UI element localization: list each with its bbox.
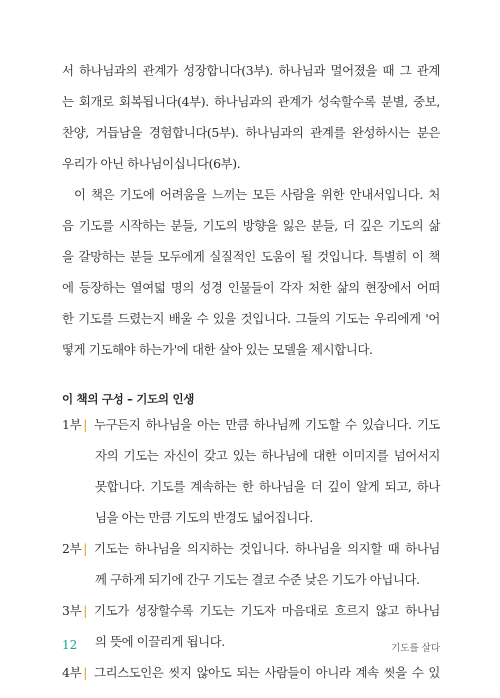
text-line: 못합니다. 기도를 계속하는 한 하나님을 더 깊이 알게 되고, 하나: [95, 479, 440, 494]
text-line: 는 회개로 회복됩니다(4부). 하나님과의 관계가 성숙할수록 분별, 중보,: [62, 94, 440, 109]
part-number: 3부: [62, 603, 82, 618]
text-line: 누구든지 하나님을 아는 만큼 하나님께 기도할 수 있습니다. 기도: [94, 417, 440, 432]
text-line: 떻게 기도해야 하는가'에 대한 살아 있는 모델을 제시합니다.: [62, 342, 373, 357]
part-number: 2부: [62, 541, 82, 556]
text-line: 자의 기도는 자신이 갖고 있는 하나님에 대한 이미지를 넘어서지: [95, 448, 440, 463]
divider-bar-icon: |: [83, 604, 88, 618]
text-line: 의 뜻에 이끌리게 됩니다.: [95, 634, 225, 649]
text-line: 기도는 하나님을 의지하는 것입니다. 하나님을 의지할 때 하나님: [94, 541, 440, 556]
text-line: 음 기도를 시작하는 분들, 기도의 방향을 잃은 분들, 더 깊은 기도의 삶: [62, 218, 440, 233]
text-line: 그리스도인은 씻지 않아도 되는 사람들이 아니라 계속 씻을 수 있: [94, 665, 440, 680]
part-label: [62, 541, 90, 557]
text-line: 서 하나님과의 관계가 성장합니다(3부). 하나님과 멀어졌을 때 그 관계: [62, 63, 440, 78]
part-label: [62, 417, 90, 433]
page-number: 12: [62, 638, 78, 652]
text-line: 한 기도를 드렸는지 배울 수 있을 것입니다. 그들의 기도는 우리에게 '어: [62, 311, 440, 326]
section-heading: 이 책의 구성 – 기도의 인생: [62, 392, 195, 406]
text-line: 이 책은 기도에 어려움을 느끼는 모든 사람을 위한 안내서입니다. 처: [74, 187, 440, 202]
text-line: 님을 아는 만큼 기도의 반경도 넓어집니다.: [95, 510, 313, 525]
text-line: 기도가 성장할수록 기도는 기도자 마음대로 흐르지 않고 하나님: [94, 603, 440, 618]
part-label: [62, 665, 90, 681]
text-line: 을 갈망하는 분들 모두에게 실질적인 도움이 될 것입니다. 특별히 이 책: [62, 249, 440, 264]
divider-bar-icon: |: [83, 666, 88, 680]
divider-bar-icon: |: [83, 418, 88, 432]
text-line: 께 구하게 되기에 간구 기도는 결코 수준 낮은 기도가 아닙니다.: [95, 572, 420, 587]
running-title: 기도를 살다: [391, 643, 440, 654]
text-line: 에 등장하는 열여덟 명의 성경 인물들이 각자 처한 삶의 현장에서 어떠: [62, 280, 440, 295]
part-number: 4부: [62, 665, 82, 680]
part-number: 1부: [62, 417, 82, 432]
divider-bar-icon: |: [83, 542, 88, 556]
part-label: [62, 603, 90, 619]
text-line: 우리가 아닌 하나님이십니다(6부).: [62, 156, 241, 171]
text-line: 찬양, 거듭남을 경험합니다(5부). 하나님과의 관계를 완성하시는 분은: [62, 125, 440, 140]
